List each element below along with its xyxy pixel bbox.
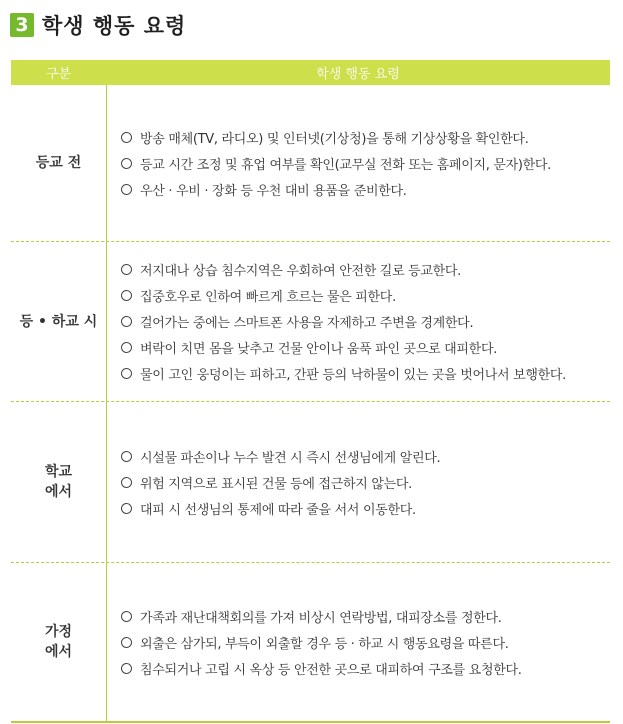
row-category: 등교 전 <box>11 85 107 241</box>
list-item <box>121 603 610 629</box>
section-number-badge: 3 <box>10 13 34 37</box>
list-item <box>121 495 610 521</box>
column-header-actions: 학생 행동 요령 <box>316 67 400 82</box>
list-item <box>121 443 610 469</box>
list-item-text: 저지대나 상습 침수지역은 우회하여 안전한 길로 등교한다. <box>140 264 462 279</box>
list-item <box>121 257 610 283</box>
list-item <box>121 176 610 202</box>
circle-bullet-icon <box>121 132 132 143</box>
list-item-text: 시설물 파손이나 누수 발견 시 즉시 선생님에게 알린다. <box>140 450 441 466</box>
list-item-text: 위험 지역으로 표시된 건물 등에 접근하지 않는다. <box>140 476 412 492</box>
circle-bullet-icon <box>121 184 132 195</box>
circle-bullet-icon <box>121 503 132 514</box>
list-item <box>121 283 610 309</box>
list-item <box>121 309 610 335</box>
list-item <box>121 335 610 361</box>
row-items <box>107 242 610 401</box>
circle-bullet-icon <box>121 451 132 462</box>
circle-bullet-icon <box>121 158 132 169</box>
list-item <box>121 655 610 681</box>
list-item <box>121 361 610 387</box>
behavior-guide-table <box>11 60 610 723</box>
circle-bullet-icon <box>121 637 132 648</box>
list-item-text: 벼락이 치면 몸을 낮추고 건물 안이나 움푹 파인 곳으로 대피한다. <box>140 342 498 357</box>
table-header <box>11 60 610 85</box>
table-row <box>11 242 610 402</box>
row-category: 학교 에서 <box>11 402 107 562</box>
list-item-text: 방송 매체(TV, 라디오) 및 인터넷(기상청)을 통해 기상상황을 확인한다. <box>140 131 529 147</box>
section-title: 학생 행동 요령 <box>42 14 187 38</box>
circle-bullet-icon <box>121 290 132 301</box>
list-item-text: 집중호우로 인하여 빠르게 흐르는 물은 피한다. <box>140 290 396 305</box>
row-category: 가정 에서 <box>11 563 107 721</box>
circle-bullet-icon <box>121 264 132 275</box>
list-item-text: 물이 고인 웅덩이는 피하고, 간판 등의 낙하물이 있는 곳을 벗어나서 보행한다. <box>140 368 566 383</box>
list-item <box>121 150 610 176</box>
table-row <box>11 85 610 242</box>
table-row <box>11 563 610 723</box>
list-item-text: 대피 시 선생님의 통제에 따라 줄을 서서 이동한다. <box>140 502 416 518</box>
list-item <box>121 124 610 150</box>
circle-bullet-icon <box>121 316 132 327</box>
section-header <box>10 9 186 41</box>
list-item <box>121 469 610 495</box>
circle-bullet-icon <box>121 611 132 622</box>
list-item-text: 침수되거나 고립 시 옥상 등 안전한 곳으로 대피하여 구조를 요청한다. <box>140 662 522 678</box>
list-item-text: 우산 · 우비 · 장화 등 우천 대비 용품을 준비한다. <box>140 183 407 199</box>
list-item-text: 외출은 삼가되, 부득이 외출할 경우 등 · 하교 시 행동요령을 따른다. <box>140 636 509 652</box>
row-category: 등 • 하교 시 <box>11 242 107 401</box>
list-item-text: 가족과 재난대책회의를 가져 비상시 연락방법, 대피장소를 정한다. <box>140 610 502 626</box>
table-row <box>11 402 610 563</box>
list-item-text: 걸어가는 중에는 스마트폰 사용을 자제하고 주변을 경계한다. <box>140 316 474 331</box>
circle-bullet-icon <box>121 477 132 488</box>
circle-bullet-icon <box>121 342 132 353</box>
row-items <box>107 563 610 721</box>
list-item-text: 등교 시간 조정 및 휴업 여부를 확인(교무실 전화 또는 홈페이지, 문자)한다. <box>140 157 552 173</box>
circle-bullet-icon <box>121 663 132 674</box>
row-items <box>107 402 610 562</box>
column-header-category: 구분 <box>45 67 72 82</box>
row-items <box>107 85 610 241</box>
circle-bullet-icon <box>121 368 132 379</box>
list-item <box>121 629 610 655</box>
